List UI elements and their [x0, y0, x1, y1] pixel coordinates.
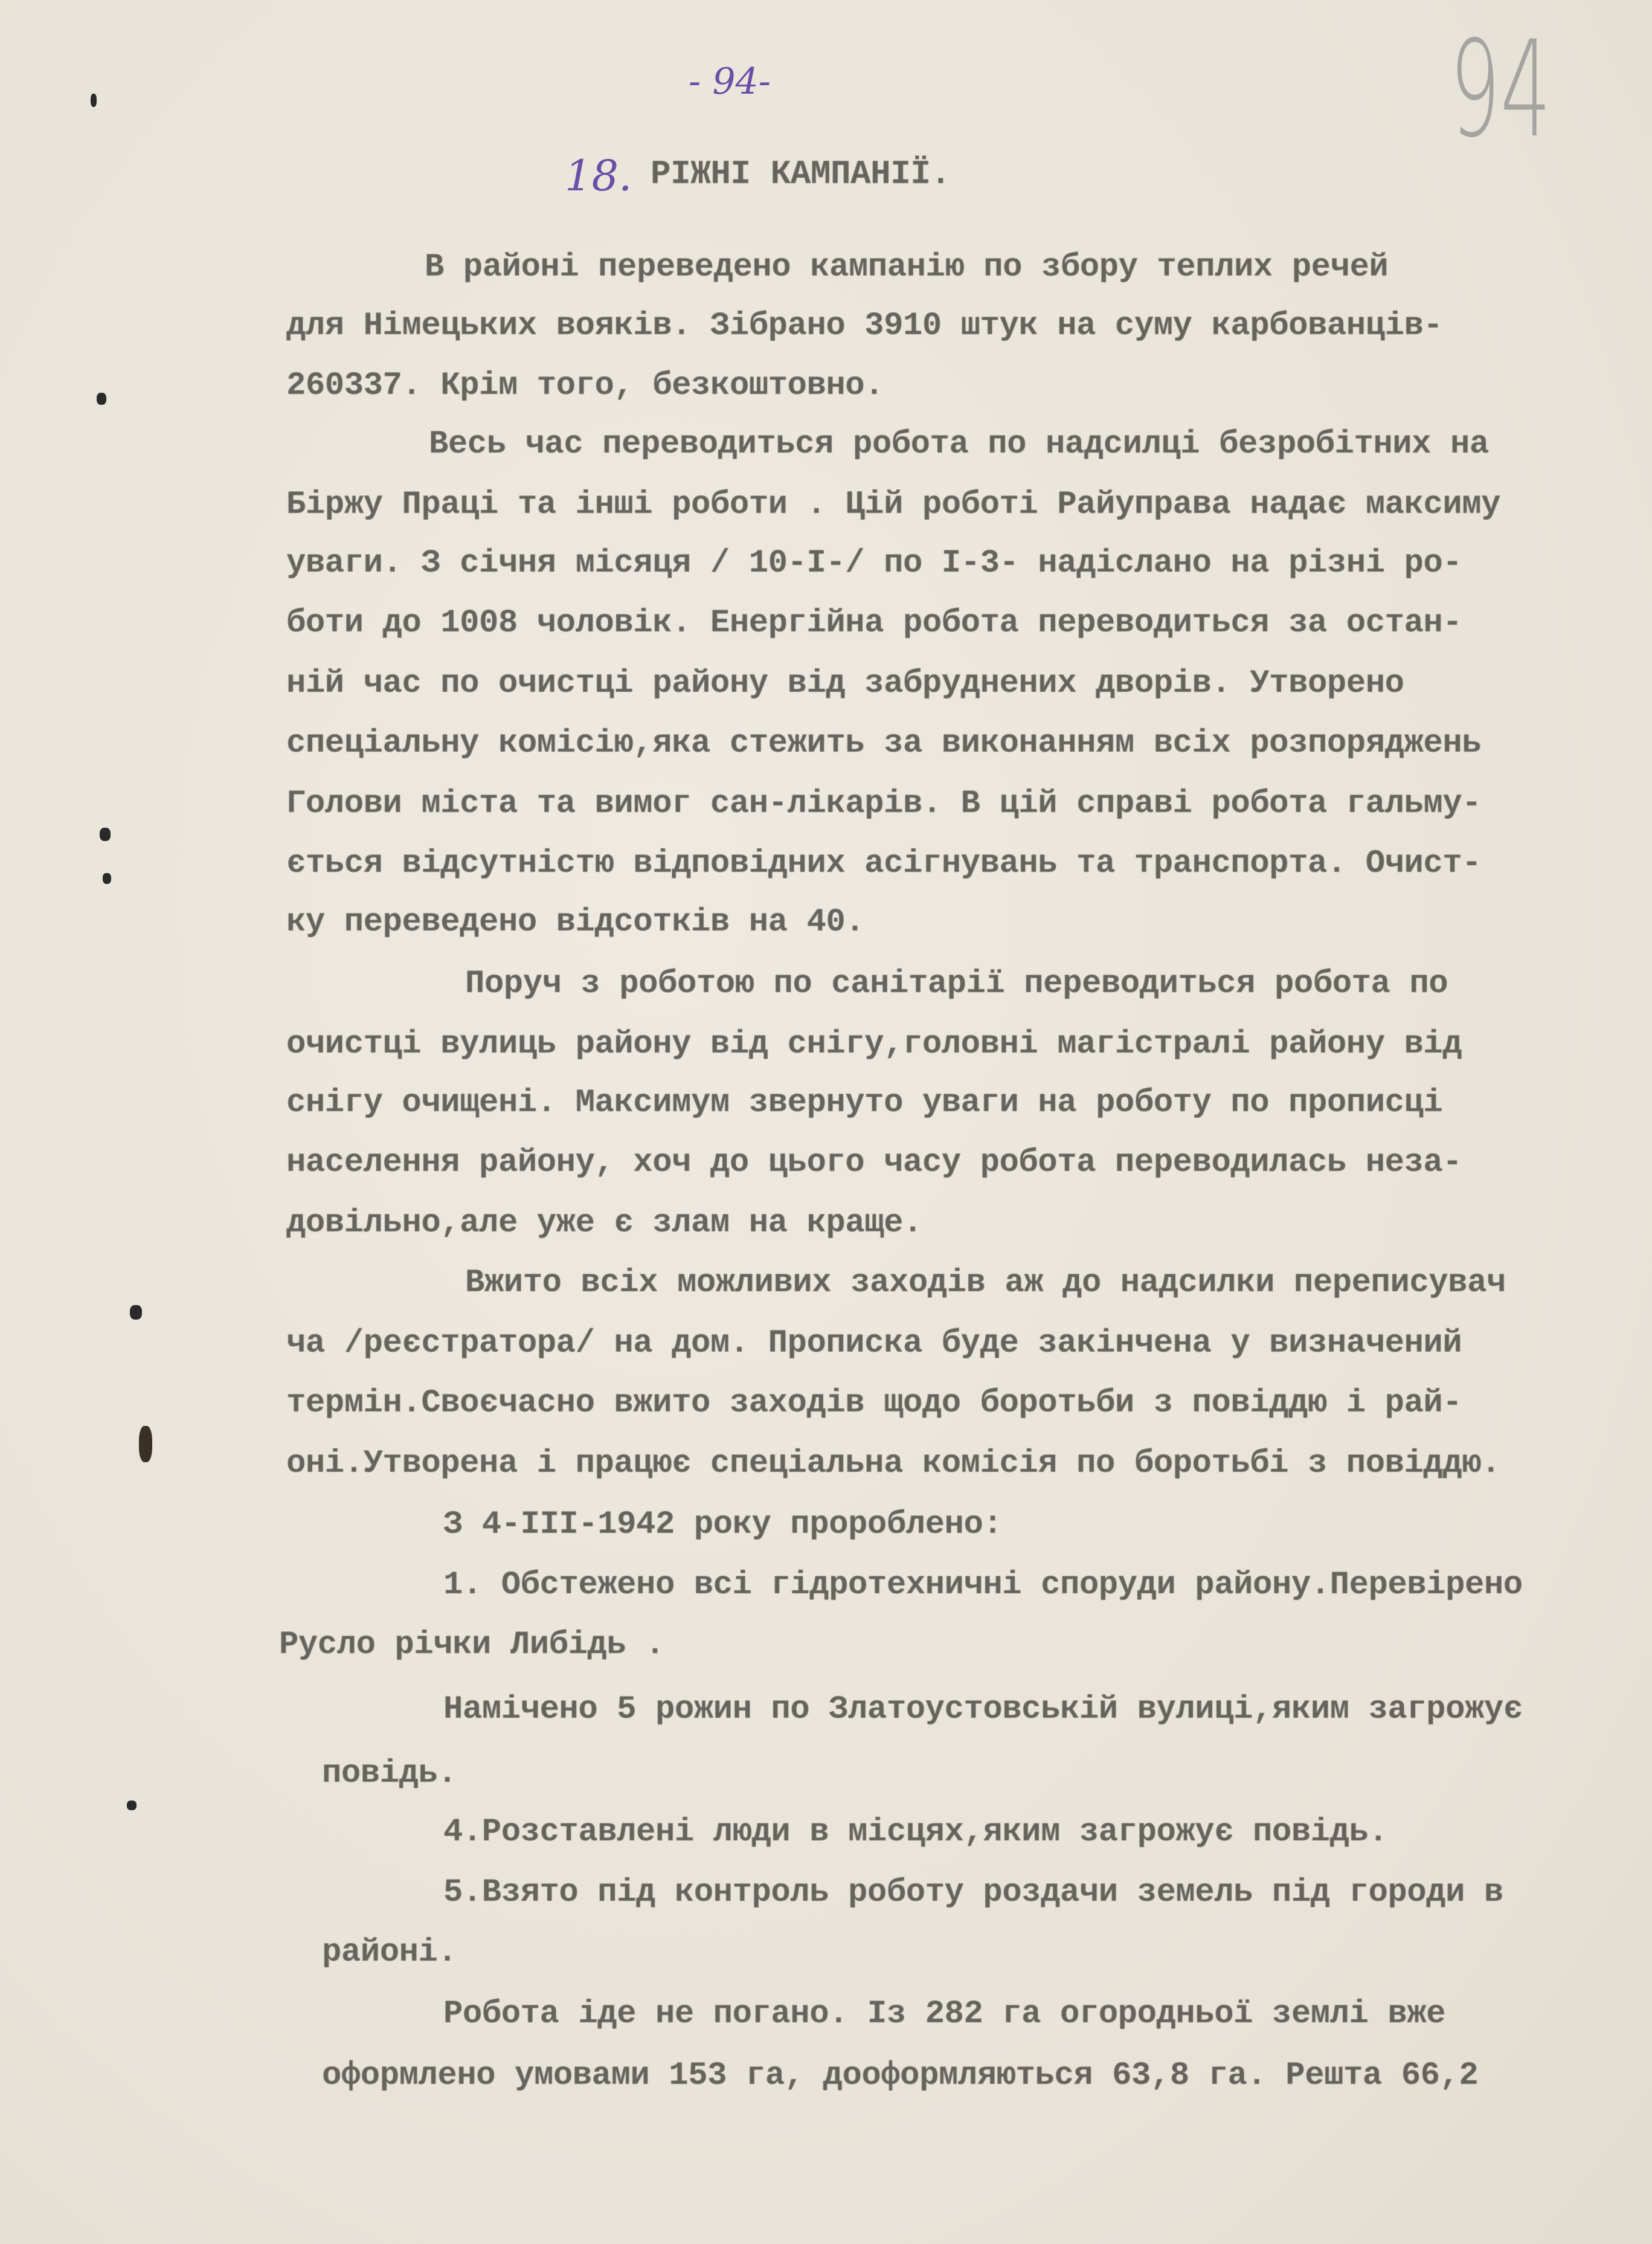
- text-line: 5.Взято під контроль роботу роздачи земель під городи в: [443, 1874, 1503, 1911]
- text-line: уваги. З січня місяця / 10-I-/ по I-3- надіслано на різні ро-: [286, 545, 1462, 582]
- handwritten-page-number: 94: [1450, 12, 1551, 167]
- paper-speck: [100, 828, 111, 841]
- text-line: довільно,але уже є злам на краще.: [286, 1205, 922, 1242]
- text-line: Весь час переводиться робота по надсилці безробітних на: [429, 426, 1489, 463]
- text-line: спеціальну комісію,яка стежить за виконанням всіх розпоряджень: [286, 725, 1482, 762]
- typed-page-number: - 94-: [689, 60, 771, 103]
- text-line: ку переведено відсотків на 40.: [286, 904, 865, 941]
- text-line: населення району, хоч до цього часу робота переводилась неза-: [286, 1144, 1462, 1181]
- text-line: боти до 1008 чоловік. Енергійна робота переводиться за остан-: [286, 605, 1462, 642]
- text-line: Русло річки Либідь .: [279, 1627, 665, 1663]
- text-line: ній час по очистці району від забруднених дворів. Утворено: [286, 665, 1404, 702]
- text-line: 4.Розставлені люди в місцях,яким загрожує повідь.: [443, 1814, 1388, 1851]
- text-line: Поруч з роботою по санітарії переводиться робота по: [465, 966, 1448, 1002]
- text-line: снігу очищені. Максимум звернуто уваги на роботу по прописці: [286, 1085, 1443, 1121]
- text-line: З 4-III-1942 року пророблено:: [443, 1506, 1003, 1543]
- text-line: районі.: [322, 1934, 457, 1971]
- text-line: повідь.: [322, 1755, 457, 1792]
- paper-speck: [103, 873, 111, 884]
- text-line: Біржу Праці та інші роботи . Цій роботі Райуправа надає максиму: [286, 486, 1501, 523]
- text-line: очистці вулиць району від снігу,головні магістралі району від: [286, 1026, 1462, 1063]
- text-line: оформлено умовами 153 га, дооформляються 63,8 га. Решта 66,2: [322, 2057, 1479, 2094]
- text-line: 260337. Крім того, безкоштовно.: [286, 367, 884, 404]
- section-number: 18.: [565, 151, 632, 201]
- text-line: Робота іде не погано. Із 282 га огородньої землі вже: [443, 1996, 1446, 2033]
- paper-speck: [130, 1305, 142, 1320]
- text-line: Голови міста та вимог сан-лікарів. В цій справі робота гальму-: [286, 785, 1482, 822]
- text-line: для Німецьких вояків. Зібрано 3910 штук на суму карбованців-: [286, 308, 1443, 344]
- paper-speck: [139, 1426, 152, 1462]
- text-line: Вжито всіх можливих заходів аж до надсилки переписувач: [465, 1265, 1506, 1301]
- text-line: ється відсутністю відповідних асігнувань та транспорта. Очист-: [286, 845, 1482, 882]
- paper-speck: [127, 1801, 137, 1810]
- paper-speck: [97, 393, 106, 405]
- text-line: В районі переведено кампанію по збору теплих речей: [425, 249, 1389, 286]
- paper-speck: [91, 94, 97, 107]
- text-line: термін.Своєчасно вжито заходів щодо боротьби з повіддю і рай-: [286, 1385, 1462, 1422]
- text-line: Намічено 5 рожин по Златоустовській вулиці,яким загрожує: [443, 1691, 1523, 1728]
- text-line: ча /реєстратора/ на дом. Прописка буде закінчена у визначений: [286, 1325, 1462, 1362]
- section-title: РІЖНІ КАМПАНІЇ.: [651, 155, 951, 193]
- text-line: 1. Обстежено всі гідротехничні споруди району.Перевірено: [443, 1567, 1523, 1604]
- text-line: оні.Утворена і працює спеціальна комісія по боротьбі з повіддю.: [286, 1445, 1501, 1482]
